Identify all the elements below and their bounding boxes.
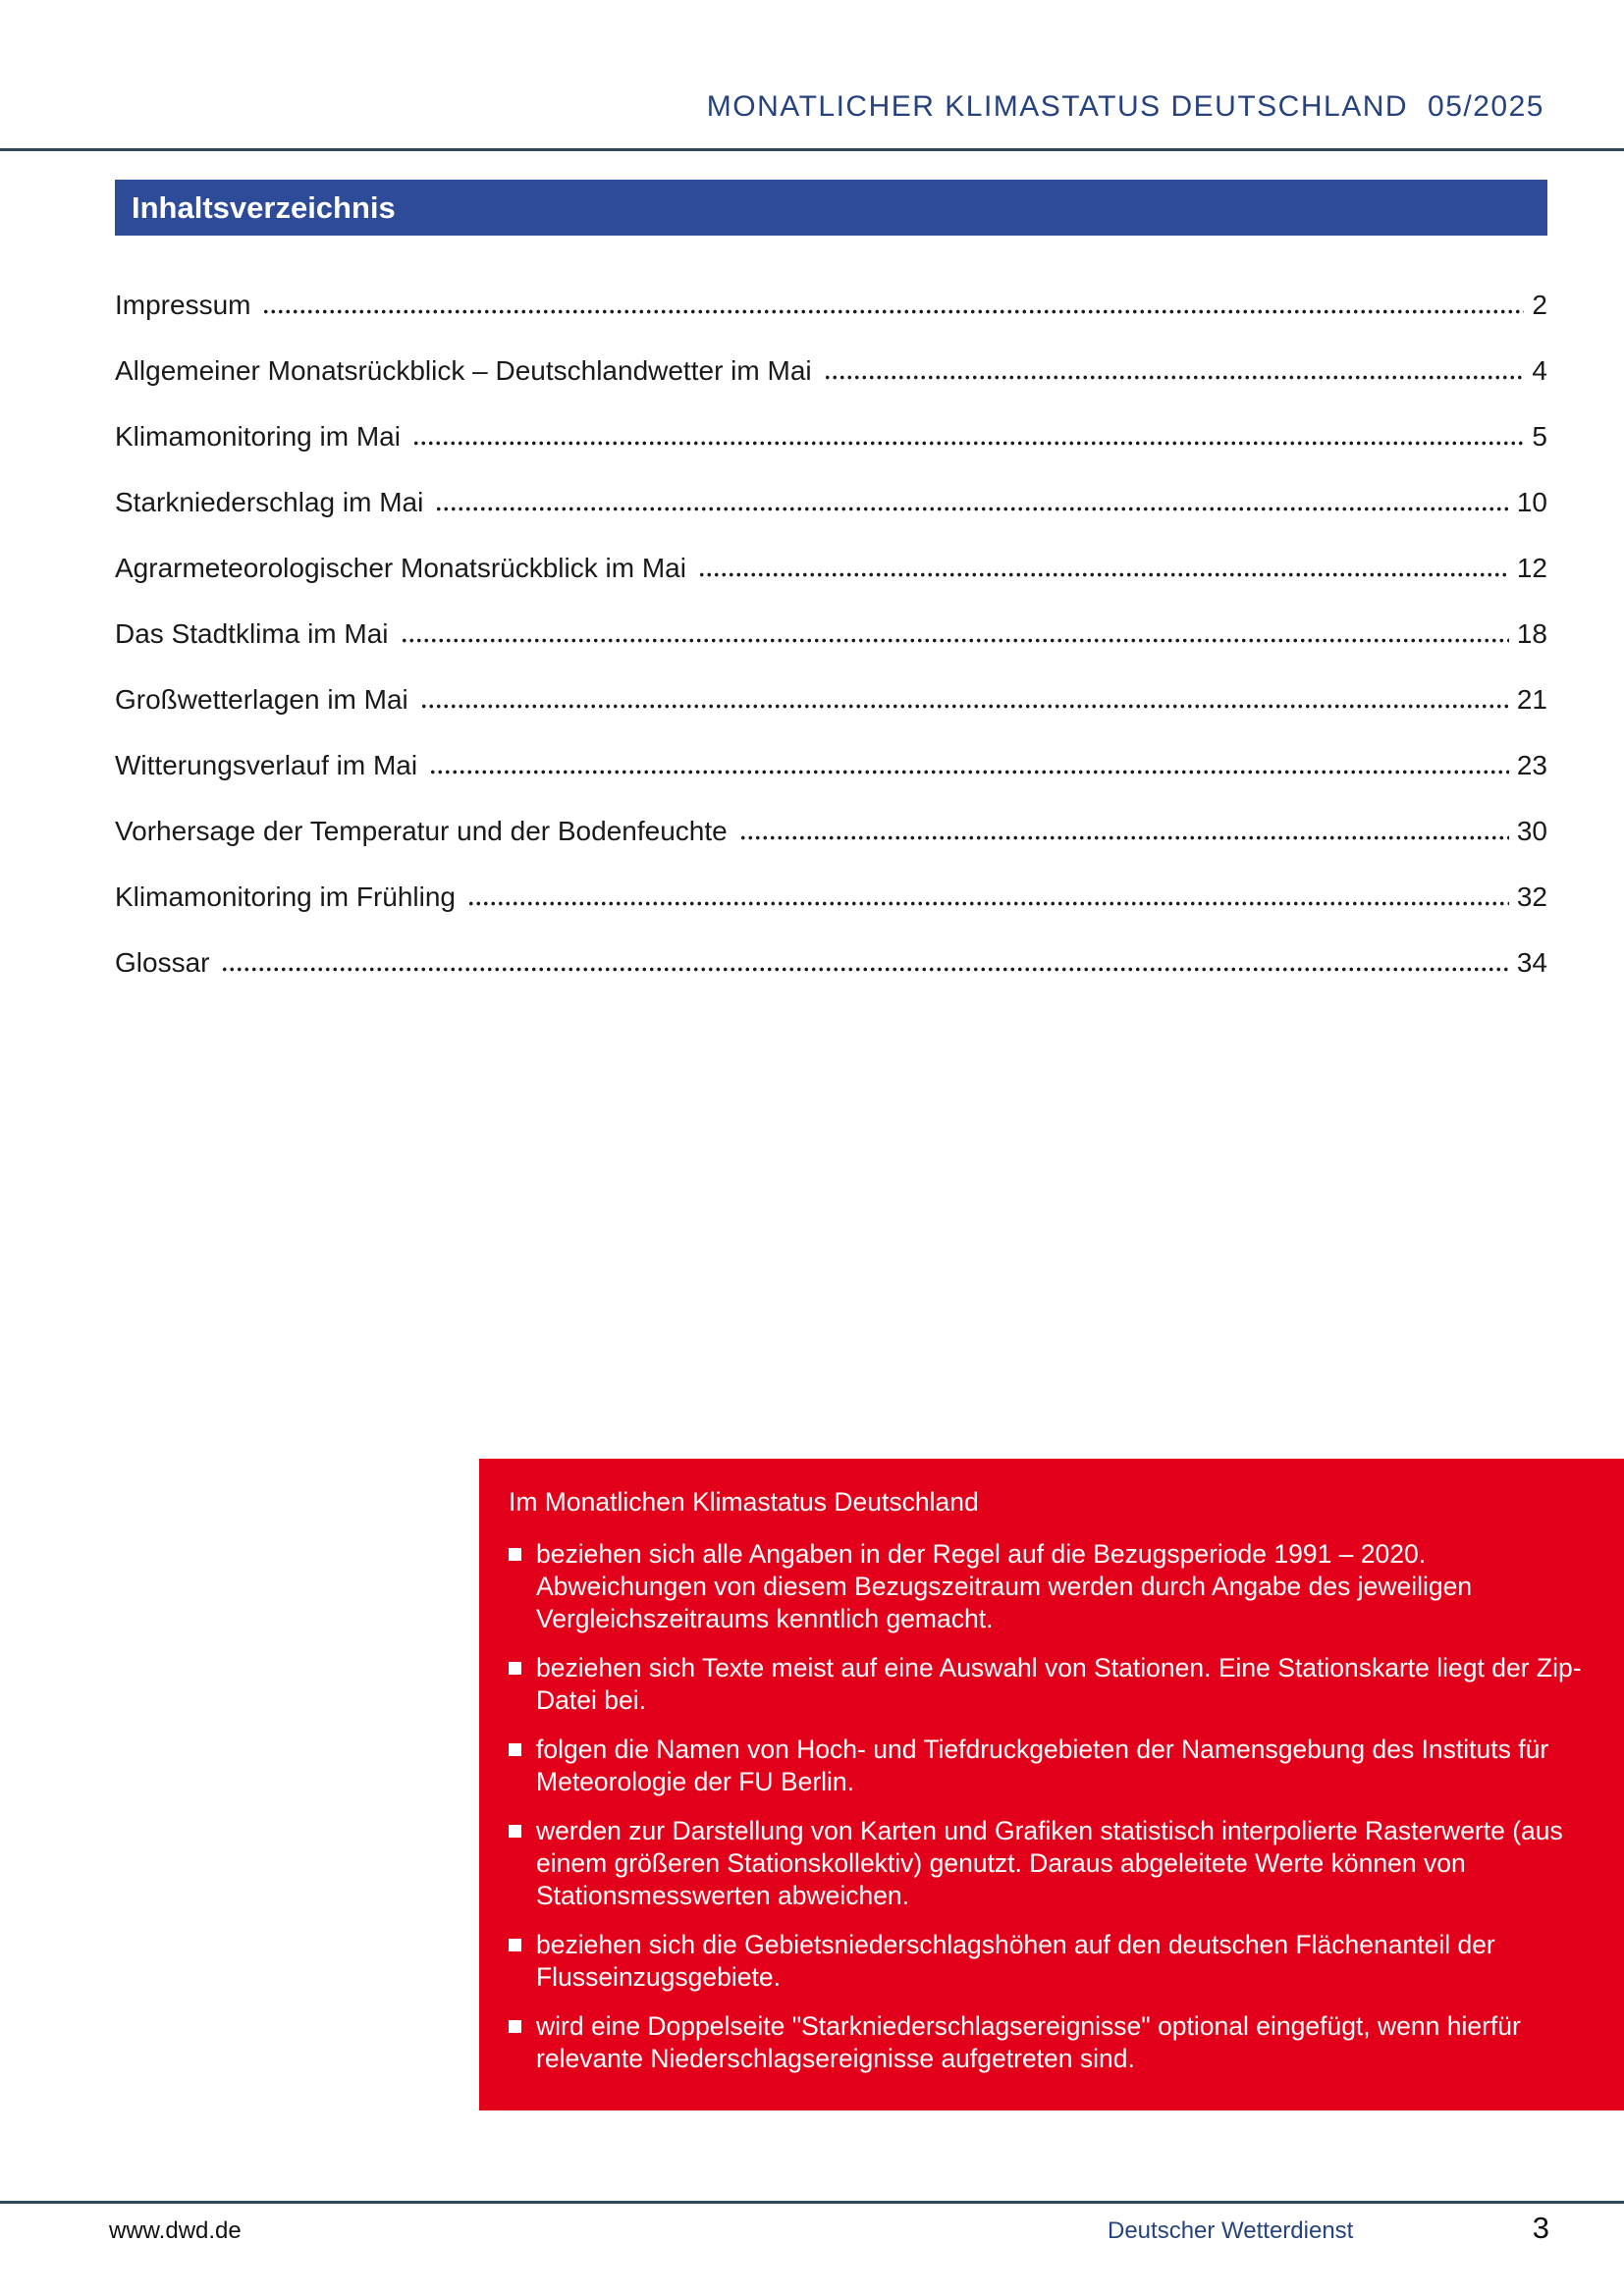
toc-entry-label: Witterungsverlauf im Mai <box>115 750 418 780</box>
toc-entry-page: 18 <box>1516 618 1547 649</box>
toc-heading: Inhaltsverzeichnis <box>132 190 396 225</box>
footer-rule <box>0 2201 1624 2204</box>
toc-entry-klimamonitoring-fruehling[interactable] <box>115 864 1547 930</box>
toc-entry-label: Glossar <box>115 947 210 978</box>
info-box-bullet-text: beziehen sich die Gebietsniederschlagshöhen auf den deutschen Flächenanteil der Flusseinzugsgebiete. <box>536 1930 1495 1992</box>
toc-leader-dots <box>401 638 1509 643</box>
report-issue: 05/2025 <box>1428 90 1544 123</box>
toc-entry-label: Vorhersage der Temperatur und der Bodenfeuchte <box>115 816 728 846</box>
info-box-intro: Im Monatlichen Klimastatus Deutschland <box>509 1487 979 1517</box>
toc-entry-label: Impressum <box>115 290 251 320</box>
toc-entry-glossar[interactable] <box>115 930 1547 995</box>
footer-organization: Deutscher Wetterdienst <box>1108 2217 1354 2244</box>
toc-entry-label: Großwetterlagen im Mai <box>115 684 408 715</box>
header-rule <box>0 148 1624 151</box>
square-bullet-icon <box>509 1548 521 1561</box>
square-bullet-icon <box>509 1662 521 1675</box>
info-box-bullet <box>509 1538 1583 1635</box>
table-of-contents <box>115 272 1547 995</box>
toc-leader-dots <box>420 704 1509 709</box>
toc-leader-dots <box>824 375 1525 380</box>
info-box-bullet <box>509 1815 1583 1912</box>
toc-entry-label: Klimamonitoring im Frühling <box>115 881 457 912</box>
toc-entry-klimamonitoring-mai[interactable] <box>115 403 1547 469</box>
toc-entry-page: 4 <box>1532 355 1547 386</box>
toc-entry-page: 5 <box>1532 421 1547 452</box>
toc-entry-page: 2 <box>1532 290 1547 320</box>
report-header <box>707 90 1544 124</box>
toc-entry-page: 23 <box>1516 750 1547 780</box>
toc-entry-impressum[interactable] <box>115 272 1547 338</box>
info-box-bullet <box>509 1652 1583 1717</box>
info-box-bullet-text: werden zur Darstellung von Karten und Grafiken statistisch interpolierte Rasterwerte (aus einem größeren Stationskollektiv) genutzt. Daraus abgeleitete Werte können von Stationsmesswerten abweichen. <box>536 1816 1563 1910</box>
toc-entry-stadtklima[interactable] <box>115 601 1547 667</box>
toc-entry-vorhersage-temperatur-bodenfeuchte[interactable] <box>115 798 1547 864</box>
toc-entry-page: 12 <box>1516 553 1547 583</box>
toc-entry-allgemeiner-monatsrueckblick[interactable] <box>115 338 1547 403</box>
square-bullet-icon <box>509 1939 521 1951</box>
square-bullet-icon <box>509 1743 521 1756</box>
toc-leader-dots <box>262 309 1524 314</box>
toc-entry-witterungsverlauf[interactable] <box>115 732 1547 798</box>
toc-leader-dots <box>412 441 1524 446</box>
toc-entry-agrarmeteorologischer-rueckblick[interactable] <box>115 535 1547 601</box>
toc-leader-dots <box>467 901 1509 906</box>
toc-entry-label: Klimamonitoring im Mai <box>115 421 401 452</box>
toc-leader-dots <box>698 572 1509 577</box>
toc-entry-label: Das Stadtklima im Mai <box>115 618 389 649</box>
toc-leader-dots <box>435 507 1509 511</box>
info-box-bullet <box>509 2010 1583 2075</box>
toc-leader-dots <box>221 967 1508 972</box>
toc-entry-grosswetterlagen[interactable] <box>115 667 1547 732</box>
footer-website-link[interactable]: www.dwd.de <box>109 2217 242 2244</box>
toc-banner <box>115 180 1547 236</box>
info-box-bullet-text: folgen die Namen von Hoch- und Tiefdruckgebieten der Namensgebung des Instituts für Meteorologie der FU Berlin. <box>536 1735 1549 1796</box>
square-bullet-icon <box>509 1825 521 1838</box>
toc-leader-dots <box>429 770 1509 774</box>
footer-page-number: 3 <box>1532 2211 1549 2245</box>
info-box-bullet-text: wird eine Doppelseite "Starkniederschlagsereignisse" optional eingefügt, wenn hierfür relevante Niederschlagsereignisse aufgetreten sind. <box>536 2011 1521 2073</box>
toc-entry-page: 34 <box>1516 947 1547 978</box>
toc-entry-page: 30 <box>1516 816 1547 846</box>
info-box-bullet-text: beziehen sich alle Angaben in der Regel auf die Bezugsperiode 1991 – 2020. Abweichungen von diesem Bezugszeitraum werden durch Angabe des jeweiligen Vergleichszeitraums kenntlich gemacht. <box>536 1539 1473 1633</box>
info-box <box>479 1459 1624 2110</box>
toc-entry-label: Allgemeiner Monatsrückblick – Deutschlandwetter im Mai <box>115 355 812 386</box>
toc-leader-dots <box>739 835 1509 840</box>
toc-entry-page: 21 <box>1516 684 1547 715</box>
info-box-bullet-text: beziehen sich Texte meist auf eine Auswahl von Stationen. Eine Stationskarte liegt der Zip-Datei bei. <box>536 1653 1582 1715</box>
toc-entry-label: Starkniederschlag im Mai <box>115 487 424 517</box>
toc-entry-page: 32 <box>1516 881 1547 912</box>
info-box-bullet <box>509 1734 1583 1798</box>
toc-entry-starkniederschlag[interactable] <box>115 469 1547 535</box>
toc-entry-page: 10 <box>1516 487 1547 517</box>
toc-entry-label: Agrarmeteorologischer Monatsrückblick im Mai <box>115 553 686 583</box>
report-title: MONATLICHER KLIMASTATUS DEUTSCHLAND <box>706 90 1409 123</box>
square-bullet-icon <box>509 2020 521 2033</box>
info-box-bullet <box>509 1929 1583 1994</box>
